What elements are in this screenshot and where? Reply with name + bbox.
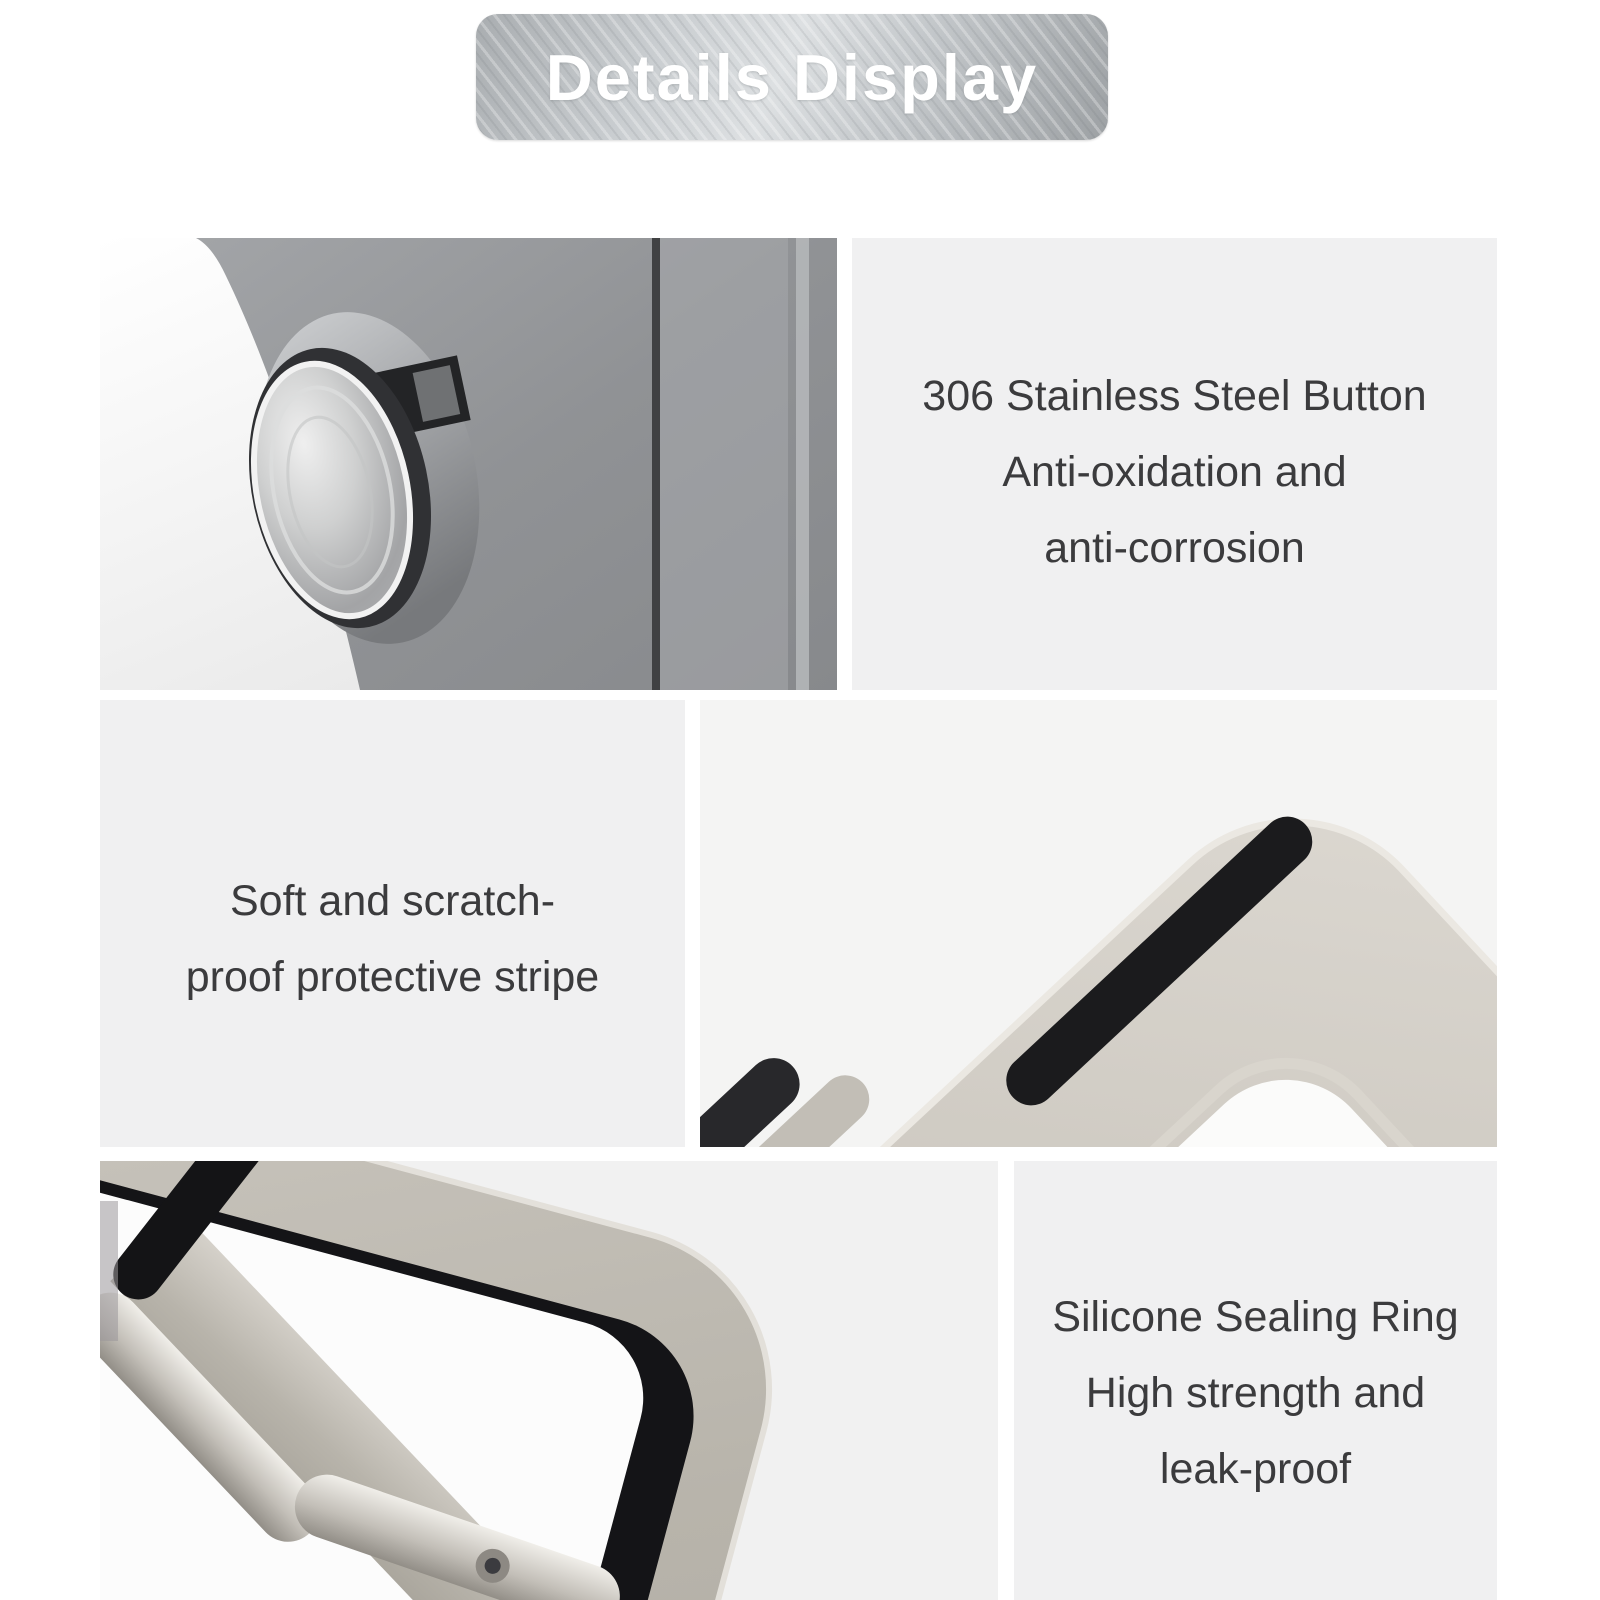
caption-stainless-button (852, 238, 1497, 690)
caption-line: High strength and (1085, 1368, 1426, 1417)
caption-line: leak-proof (1159, 1444, 1352, 1493)
page-title: Details Display (545, 40, 1039, 114)
photo-protective-stripe (700, 700, 1497, 1147)
caption-line: proof protective stripe (185, 952, 600, 1001)
case-seam-line (652, 238, 660, 690)
stainless-button-illustration (100, 238, 837, 690)
caption-sealing-ring (1014, 1161, 1497, 1600)
caption-line: 306 Stainless Steel Button (922, 372, 1427, 420)
caption-protective-stripe (100, 700, 685, 1147)
photo-stainless-button (100, 238, 837, 690)
caption-line: Soft and scratch- (229, 876, 556, 925)
photo-sealing-ring (100, 1161, 998, 1600)
caption-line: anti-corrosion (1044, 524, 1305, 572)
details-display-banner (476, 14, 1108, 140)
protective-stripe-illustration (700, 700, 1497, 1147)
sealing-ring-illustration (100, 1161, 998, 1600)
caption-line: Anti-oxidation and (1002, 448, 1347, 496)
caption-line: Silicone Sealing Ring (1052, 1292, 1459, 1341)
